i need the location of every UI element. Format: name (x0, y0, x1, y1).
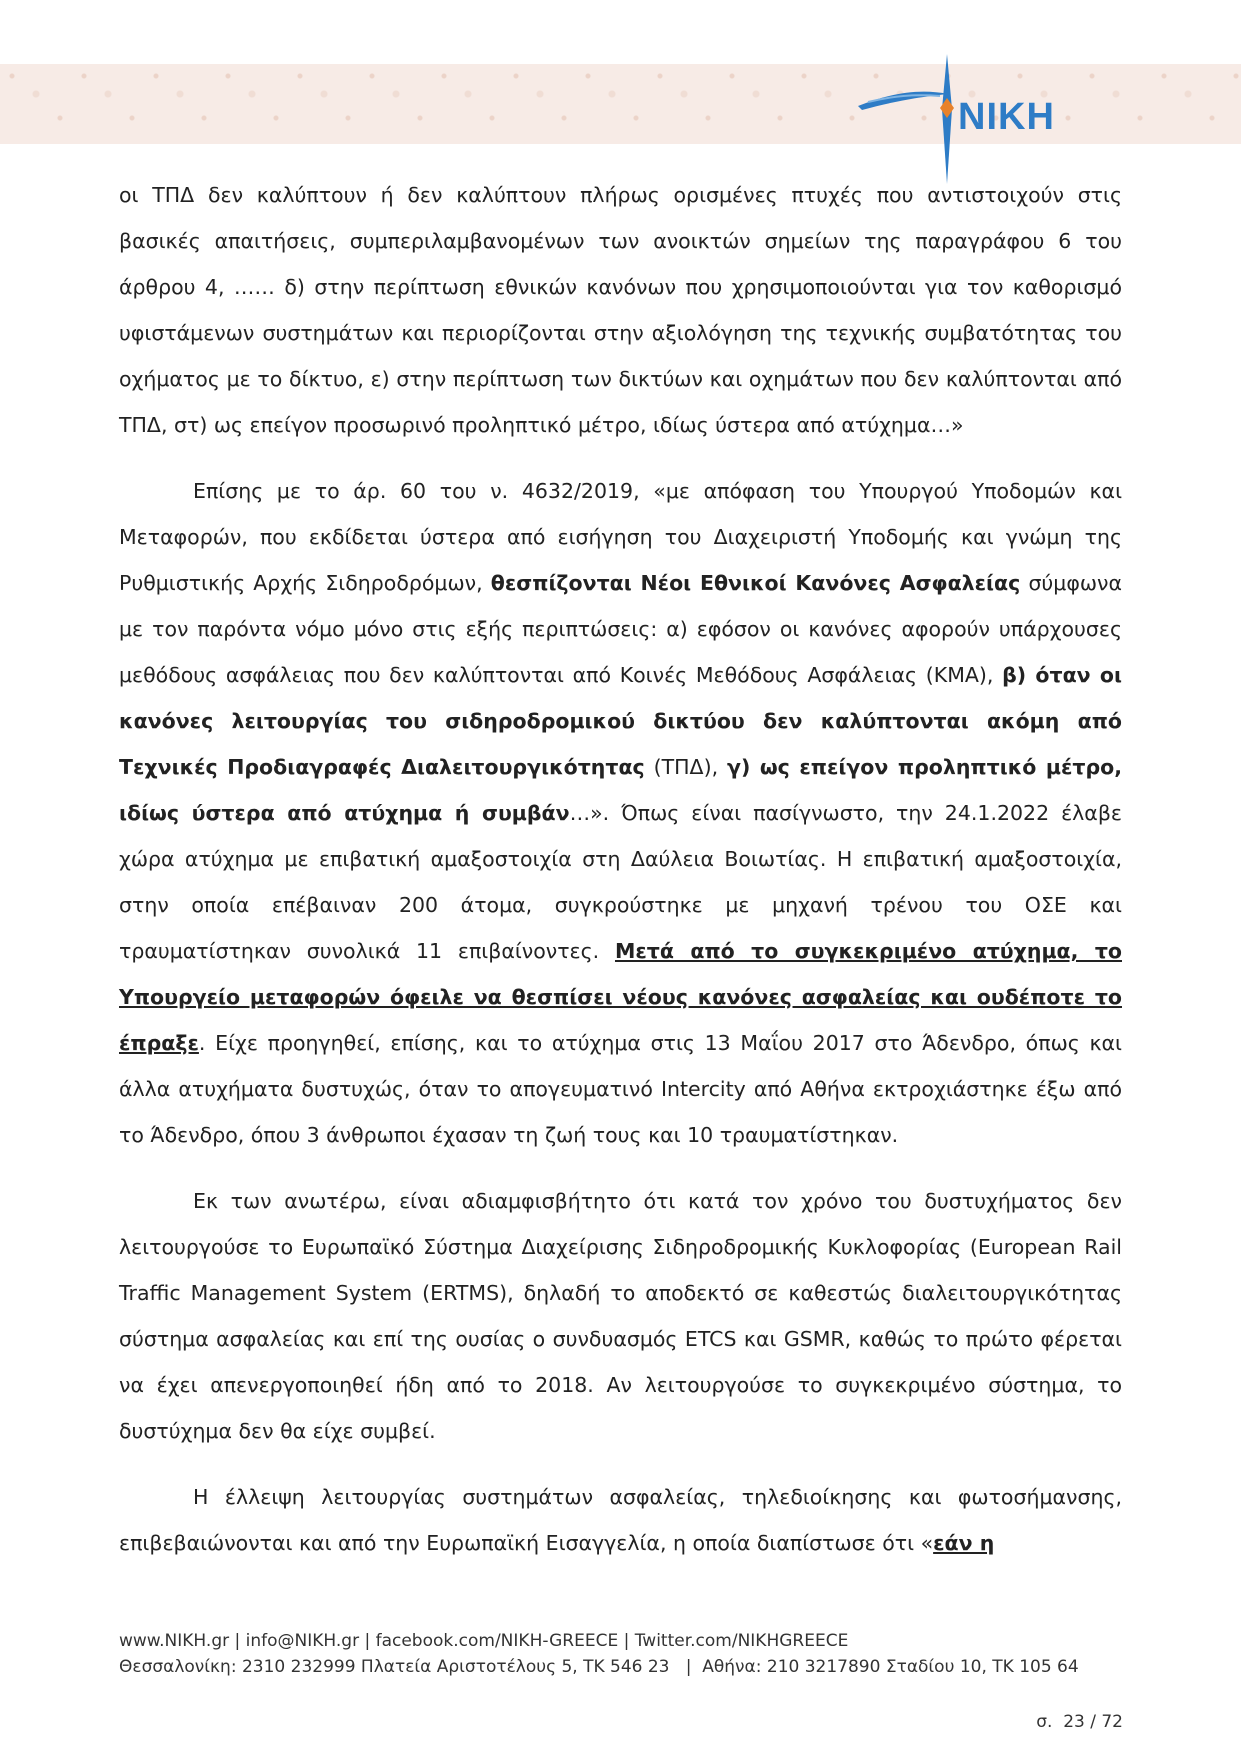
paragraph (119, 1178, 1122, 1454)
page-number: σ. 23 / 72 (1036, 1712, 1123, 1732)
page-footer (119, 1628, 1079, 1680)
paragraph-text: (ΤΠΔ), (644, 755, 727, 779)
bold-underlined-text: εάν η (933, 1531, 995, 1555)
paragraph-text: . Είχε προηγηθεί, επίσης, και το ατύχημα στις 13 Μαΐου 2017 στο Άδενδρο, όπως και άλλα ατυχήματα δυστυχώς, όταν το απογευματινό Intercity από Αθήνα εκτροχιάστηκε έξω από το Άδενδρο, όπου 3 άνθρωποι έχασαν τη ζωή τους και 10 τραυματίστηκαν. (119, 1031, 1122, 1147)
paragraph-text: …». Όπως είναι πασίγνωστο, την 24.1.2022 έλαβε χώρα ατύχημα με επιβατική αμαξοστοιχία στη Δαύλεια Βοιωτίας. Η επιβατική αμαξοστοιχία, στην οποία επέβαιναν 200 άτομα, συγκρούστηκε με μηχανή τρένου του ΟΣΕ και τραυματίστηκαν συνολικά 11 επιβαίνοντες. (119, 801, 1122, 963)
paragraph (119, 172, 1122, 448)
nikh-logo (848, 54, 1098, 184)
paragraph (119, 1474, 1122, 1566)
paragraph-text: Εκ των ανωτέρω, είναι αδιαμφισβήτητο ότι κατά τον χρόνο του δυστυχήματος δεν λειτουργούσε το Ευρωπαϊκό Σύστημα Διαχείρισης Σιδηροδρομικής Κυκλοφορίας (European Rail Traffic Management System (ERTMS), δηλαδή το αποδεκτό σε καθεστώς διαλειτουργικότητας σύστημα ασφαλείας και επί της ουσίας ο συνδυασμός ETCS και GSMR, καθώς το πρώτο φέρεται να έχει απενεργοποιηθεί ήδη από το 2018. Αν λειτουργούσε το συγκεκριμένο σύστημα, το δυστύχημα δεν θα είχε συμβεί. (119, 1189, 1122, 1443)
paragraph-text: σύμφωνα με τον παρόντα νόμο μόνο στις εξής περιπτώσεις: α) εφόσον οι κανόνες αφορούν υπάρχουσες μεθόδους ασφάλειας που δεν καλύπτονται από Κοινές Μεθόδους Ασφάλειας (ΚΜΑ), (119, 571, 1122, 687)
logo-wordmark: NIKH (958, 96, 1055, 138)
bold-text: γ) ως επείγον προληπτικό μέτρο, ιδίως ύστερα από ατύχημα ή συμβάν (119, 755, 1122, 825)
paragraph (119, 468, 1122, 1158)
document-body (119, 172, 1122, 1586)
paragraph-text: Η έλλειψη λειτουργίας συστημάτων ασφαλείας, τηλεδιοίκησης και φωτοσήμανσης, επιβεβαιώνονται και από την Ευρωπαϊκή Εισαγγελία, η οποία διαπίστωσε ότι « (119, 1485, 1122, 1555)
bold-text: θεσπίζονται Νέοι Εθνικοί Κανόνες Ασφαλείας (490, 571, 1021, 595)
footer-addresses: Θεσσαλονίκη: 2310 232999 Πλατεία Αριστοτέλους 5, ΤΚ 546 23 | Αθήνα: 210 3217890 Σταδίου 10, ΤΚ 105 64 (119, 1657, 1079, 1677)
footer-contact-links: www.NIKH.gr | info@NIKH.gr | facebook.com/NIKH-GREECE | Twitter.com/NIKHGREECE (119, 1631, 849, 1651)
bold-text: β) όταν οι κανόνες λειτουργίας του σιδηροδρομικού δικτύου δεν καλύπτονται ακόμη από Τεχνικές Προδιαγραφές Διαλειτουργικότητας (119, 663, 1122, 779)
paragraph-text: οι ΤΠΔ δεν καλύπτουν ή δεν καλύπτουν πλήρως ορισμένες πτυχές που αντιστοιχούν στις βασικές απαιτήσεις, συμπεριλαμβανομένων των ανοικτών σημείων της παραγράφου 6 του άρθρου 4, …… δ) στην περίπτωση εθνικών κανόνων που χρησιμοποιούνται για τον καθορισμό υφιστάμενων συστημάτων και περιορίζονται στην αξιολόγηση της τεχνικής συμβατότητας του οχήματος με το δίκτυο, ε) στην περίπτωση των δικτύων και οχημάτων που δεν καλύπτονται από ΤΠΔ, στ) ως επείγον προσωρινό προληπτικό μέτρο, ιδίως ύστερα από ατύχημα…» (119, 183, 1122, 437)
paragraph-text: Επίσης με το άρ. 60 του ν. 4632/2019, «με απόφαση του Υπουργού Υποδομών και Μεταφορών, που εκδίδεται ύστερα από εισήγηση του Διαχειριστή Υποδομής και γνώμη της Ρυθμιστικής Αρχής Σιδηροδρόμων, (119, 479, 1122, 595)
bold-underlined-text: Μετά από το συγκεκριμένο ατύχημα, το Υπουργείο μεταφορών όφειλε να θεσπίσει νέους κανόνες ασφαλείας και ουδέποτε το έπραξε (119, 939, 1122, 1055)
